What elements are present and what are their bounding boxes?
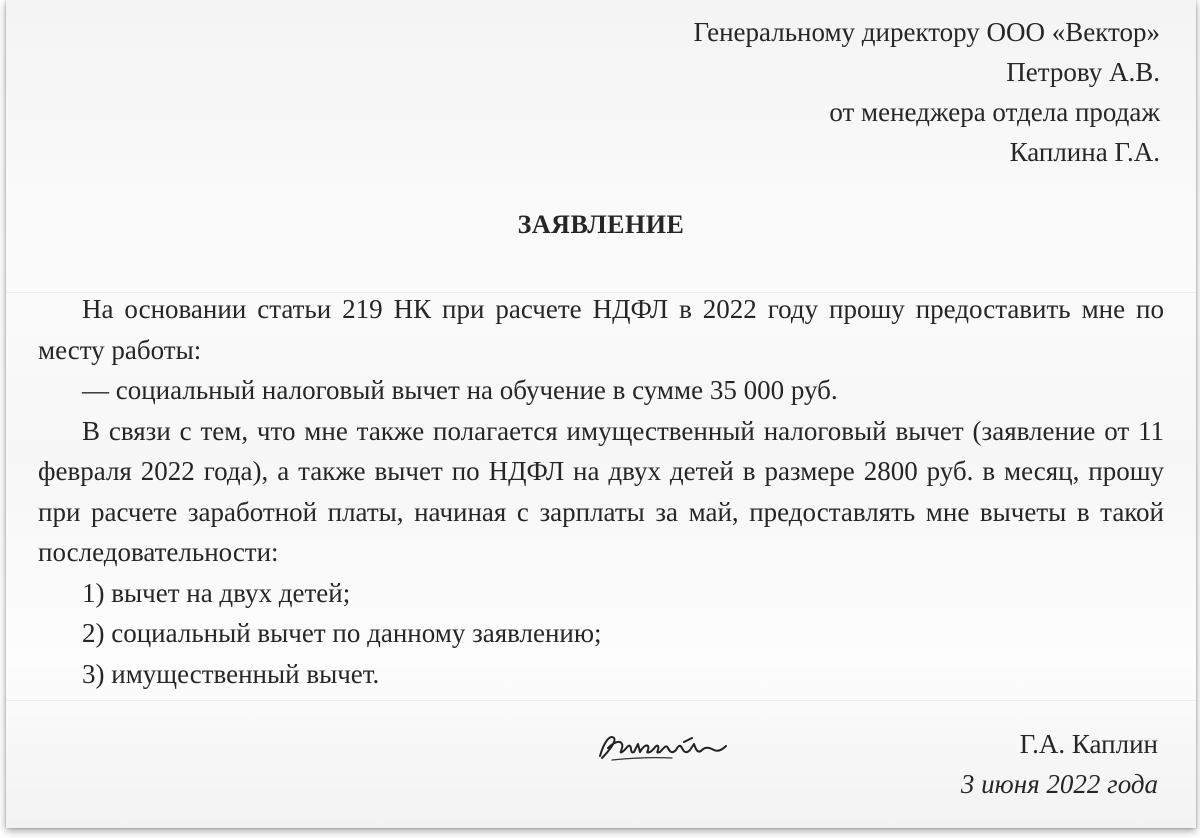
addressee-line-director: Петрову А.В. (1006, 57, 1160, 87)
list-item: — социальный налоговый вычет на обучение в сумме 35 000 руб. (82, 375, 838, 405)
handwritten-signature (592, 720, 732, 770)
signer-name: Г.А. Каплин (1019, 729, 1158, 759)
document-date: 3 июня 2022 года (960, 769, 1158, 799)
addressee-line-company: Генеральному директору ООО «Вектор» (693, 17, 1160, 47)
addressee-line-from: от менеджера отдела продаж (829, 97, 1160, 127)
document-page (6, 0, 1196, 828)
document-title: ЗАЯВЛЕНИЕ (517, 210, 685, 239)
list-item: 3) имущественный вычет. (82, 658, 380, 689)
body-paragraph: В связи с тем, что мне также полагается имущественный налоговый вычет (заявление от 11 февраля 2022 года), а также вычет по НДФЛ на двух детей в размере 2800 руб. в месяц, прошу при расчете заработной платы, начиная с зарплаты за май, предоставлять мне вычеты в такой последовательности: (38, 415, 1164, 567)
addressee-block (694, 12, 1160, 172)
body-paragraph: На основании статьи 219 НК при расчете НДФЛ в 2022 году прошу предоставить мне по месту работы: (38, 294, 1164, 365)
addressee-line-sender: Каплина Г.А. (1009, 137, 1160, 167)
paper-fold-line (6, 700, 1196, 701)
document-body (38, 289, 1164, 694)
list-item: 1) вычет на двух детей; (82, 577, 351, 608)
list-item: 2) социальный вычет по данному заявлению; (82, 618, 602, 648)
